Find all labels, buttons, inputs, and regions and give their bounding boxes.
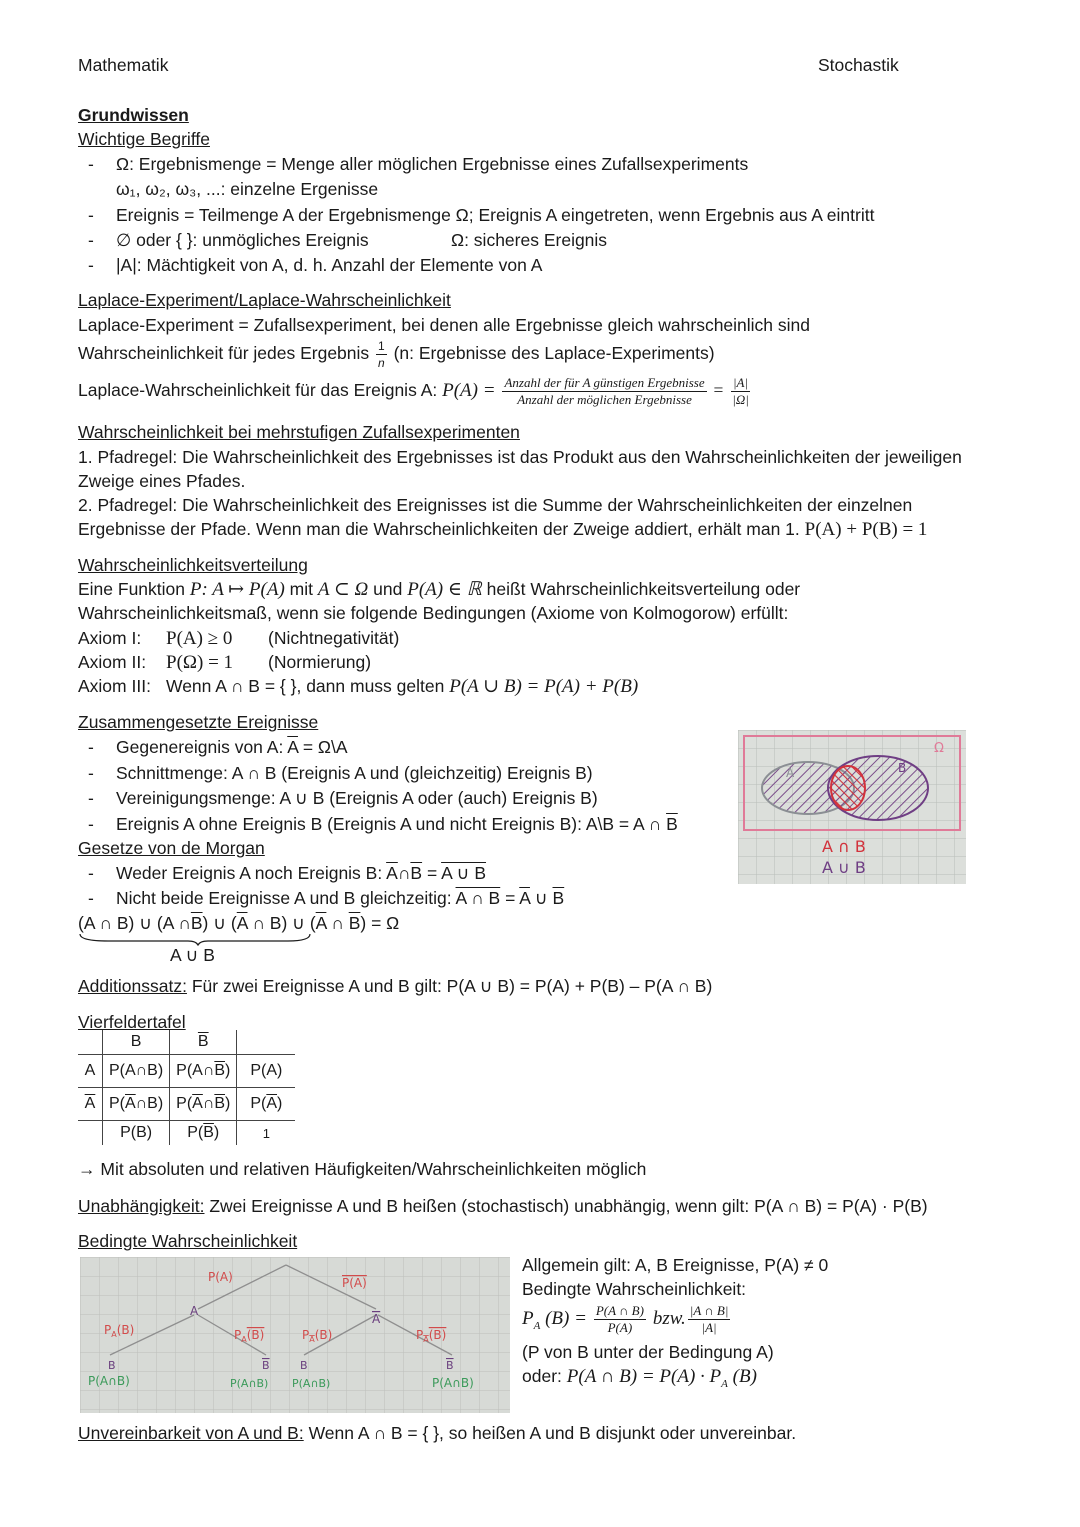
tree-node-a: A [190,1304,199,1318]
additionssatz [78,975,712,997]
venn-label-cap: A ∩ B [822,837,866,856]
unabhaengigkeit [78,1195,928,1217]
tree-leaf-b3: B [300,1359,308,1372]
union-part-3: ∩ B) ∪ ( [252,913,316,933]
tree-leaf-pab: P(A∩B) [88,1374,130,1388]
union-part-2: ) ∪ ( [202,913,237,933]
tree-diagram [80,1257,510,1413]
bedingt-r2: Bedingte Wahrscheinlichkeit: [522,1279,747,1299]
axiom-2-note: (Normierung) [268,652,372,672]
morgan-2-a-bar: $\overline{A}$ [519,888,530,908]
item-sicher: Ω: sicheres Ereignis [451,230,608,250]
venn-label-a: A [786,766,795,780]
tree-leaf-panb: P(A∩B) [230,1377,269,1390]
tree-leaf-b1: B [108,1359,116,1372]
intersection-region [831,766,865,810]
section-title-morgan: Gesetze von de Morgan [78,838,265,858]
tree-leaf-b2: B [262,1359,270,1372]
differenz-b-bar: $\overline{B}$ [666,814,678,834]
verteilung-line1 [78,578,800,601]
morgan-law-1 [116,862,486,884]
morgan-1-cap: ∩ [397,863,411,883]
laplace-line1: Laplace-Experiment = Zufallsexperiment, bei denen alle Ergebnisse gleich wahrscheinlich sind [78,315,811,335]
header-left: Mathematik [78,55,169,75]
unvereinbarkeit-text: Wenn A ∩ B = { }, so heißen A und B disjunkt oder unvereinbar. [308,1423,797,1443]
vf-head-b: B [103,1030,170,1055]
laplace-line2-note: (n: Ergebnisse des Laplace-Experiments) [393,343,715,363]
gegenereignis-def: = Ω\A [302,737,348,757]
unvereinbarkeit-title: Unvereinbarkeit von A und B: [78,1423,304,1443]
bedingt-r5 [522,1365,757,1395]
pfadregel-1-line2: Zweige eines Pfades. [78,471,246,491]
union-bar-2: $\overline{A}$ [236,913,248,933]
equals-sign: = [713,380,724,400]
item-ergebnisse: ω₁, ω₂, ω₃, ...: einzelne Ergenisse [116,179,379,199]
laplace-line2-text: Wahrscheinlichkeit für jedes Ergebnis [78,343,370,363]
verteilung-text-c: und [373,579,403,599]
brace-label: A ∪ B [170,945,215,965]
pfadregel-2-formula: P(A) + P(B) = 1 [804,519,928,540]
tree-leaf-b4: B [446,1359,454,1372]
tree-label-pnab2: $P_A(B)$ [416,1328,447,1344]
section-title-mehrstufig: Wahrscheinlichkeit bei mehrstufigen Zufallsexperimenten [78,422,520,442]
vf-cell-anb: $P(A\cap\overline{B})$ [170,1055,237,1088]
union-bar-1: $\overline{B}$ [190,913,203,933]
header-right: Stochastik [818,55,899,75]
bedingt-r4: (P von B unter der Bedingung A) [522,1342,774,1362]
section-title-verteilung: Wahrscheinlichkeitsverteilung [78,555,308,575]
unvereinbarkeit [78,1422,796,1444]
axiom-3-label: Axiom III: [78,676,151,696]
vf-cell-nab: $P(\overline{A}\cap B)$ [103,1088,170,1121]
tree-label-pa: P(A) [208,1270,233,1284]
pfadregel-2-line1: 2. Pfadregel: Die Wahrscheinlichkeit des Ereignisses ist die Summe der Wahrscheinlichkeiten der einzelnen [78,495,913,515]
axiom-3-formula: P(A ∪ B) = P(A) + P(B) [449,676,639,697]
item-unmoeglich: - ∅ oder { }: unmögliches Ereignis [116,229,369,251]
bedingt-r3-eq: (B) = [545,1308,587,1329]
axiom-2 [78,651,371,674]
section-title-vierfeld: Vierfeldertafel [78,1012,186,1032]
laplace-line3-text: Laplace-Wahrscheinlichkeit für das Ereignis A: [78,380,438,400]
axiom-1-note: (Nichtnegativität) [268,628,400,648]
tree-leaf-pnanb: P(A∩B) [432,1376,474,1390]
axiom-1 [78,627,399,650]
section-title-laplace: Laplace-Experiment/Laplace-Wahrscheinlichkeit [78,290,451,310]
morgan-2-cup: ∪ [534,888,548,908]
vf-row-na: $\overline{A}$ [84,1095,96,1112]
verteilung-formula-3: P(A) ∈ ℝ [407,579,482,600]
additionssatz-title: Additionssatz: [78,976,187,996]
pfadregel-1-line1: 1. Pfadregel: Die Wahrscheinlichkeit des Ergebnisses ist das Produkt aus den Wahrscheinlichkeiten der jeweiligen [78,447,962,467]
tree-label-pna: P(A) [342,1276,367,1290]
morgan-1-eq: = [426,863,438,883]
venn-label-cup: A ∪ B [822,858,866,877]
item-ereignis: - Ereignis = Teilmenge A der Ergebnismenge Ω; Ereignis A eingetreten, wenn Ergebnis aus A eintritt [116,204,874,226]
item-differenz [116,813,678,835]
union-bar-3: $\overline{A}$ [315,913,327,933]
bedingt-r5-sub: A [721,1377,728,1390]
section-title-zusammen: Zusammengesetzte Ereignisse [78,712,319,732]
bedingt-p-sub: A [533,1319,541,1332]
fraction-bedingt: $\frac{P(A \cap B)}{P(A)}$ [595,1302,644,1335]
differenz-text: Ereignis A ohne Ereignis B (Ereignis A und nicht Ereignis B): A\B = A ∩ [116,814,662,834]
bedingt-p: P [522,1308,534,1329]
morgan-2-eq: = [505,888,516,908]
morgan-1-b-bar: $\overline{B}$ [410,863,423,883]
bedingt-oder: oder: [522,1366,562,1386]
vierfeldertafel-table [78,1030,295,1145]
morgan-2-text: Nicht beide Ereignisse A und B gleichzeitig: [116,888,452,908]
verteilung-text-b: mit [289,579,313,599]
tree-label-pab: $P_A(B)$ [104,1323,135,1339]
item-ergebnismenge: - Ω: Ergebnismenge = Menge aller möglichen Ergebnisse eines Zufallsexperiments [116,153,748,175]
axiom-2-formula: P(Ω) = 1 [166,652,234,673]
vf-row-a: A [84,1062,96,1079]
vf-cell-total: 1 [237,1121,296,1146]
item-schnitt: - Schnittmenge: A ∩ B (Ereignis A und (gleichzeitig) Ereignis B) [116,762,593,784]
union-part-5: ) = Ω [360,913,400,933]
venn-label-omega: Ω [934,741,944,756]
bedingt-r5-formula: P(A ∩ B) = P(A) · P [566,1366,722,1387]
vf-cell-pa: P(A) [237,1055,296,1088]
axiom-3 [78,675,638,698]
axiom-1-formula: P(A) ≥ 0 [166,628,233,649]
bedingt-r3 [522,1298,732,1346]
fraction-bedingt-abs: $\frac{|A \cap B|}{|A|}$ [689,1302,729,1335]
verteilung-line2: Wahrscheinlichkeitsmaß, wenn sie folgende Bedingungen (Axiome von Kolmogorow) erfüllt: [78,603,789,623]
vierfeld-note: → Mit absoluten und relativen Häufigkeiten/Wahrscheinlichkeiten möglich [78,1159,647,1179]
tree-leaf-pnab: P(A∩B) [292,1377,331,1390]
additionssatz-text: Für zwei Ereignisse A und B gilt: P(A ∪ B) = P(A) + P(B) – P(A ∩ B) [191,976,713,996]
vf-cell-nanb: $P(\overline{A}\cap\overline{B})$ [170,1088,237,1121]
item-gegenereignis [116,736,348,758]
fraction-1-over-n: $\frac{1}{n}$ [378,338,385,370]
bedingt-r1: Allgemein gilt: A, B Ereignisse, P(A) ≠ 0 [522,1255,829,1275]
vf-cell-pnb: $P(\overline{B})$ [170,1121,237,1146]
venn-label-b: B [898,761,907,775]
gegenereignis-text: Gegenereignis von A: [116,737,284,757]
laplace-line2 [78,336,715,371]
morgan-2-cap-bar: A ∩ B [455,888,501,908]
venn-diagram-photo [738,730,966,884]
item-maechtigkeit: - |A|: Mächtigkeit von A, d. h. Anzahl der Elemente von A [116,254,542,276]
verteilung-formula-1: P: A ↦ P(A) [189,579,285,600]
pfadregel-2-text: Ergebnisse der Pfade. Wenn man die Wahrscheinlichkeiten der Zweige addiert, erhält man 1. [78,519,800,539]
laplace-line3 [78,370,753,411]
fraction-anzahl: $\frac{\text{Anzahl der für A günstigen Ergebnisse}}{\text{Anzahl der möglichen Ergebnisse}}$ [504,374,705,407]
verteilung-formula-2: A ⊂ Ω [317,579,369,600]
axiom-3-text: Wenn A ∩ B = { }, dann muss gelten [166,676,445,696]
fraction-abs: $\frac{|A|}{|\Omega|}$ [732,374,749,407]
morgan-2-b-bar: $\overline{B}$ [552,888,565,908]
union-part-1: (A ∩ B) ∪ (A ∩ [78,913,191,933]
unabhaengigkeit-title: Unabhängigkeit: [78,1196,205,1216]
gegenereignis-a-bar: $\overline{A}$ [287,737,298,757]
union-part-4: ∩ [331,913,344,933]
morgan-1-text: Weder Ereignis A noch Ereignis B: [116,863,383,883]
subtitle-begriffe: Wichtige Begriffe [78,129,210,149]
venn-diagram [738,730,966,884]
vf-cell-pb: P(B) [103,1121,170,1146]
vf-head-nb: $\overline{B}$ [170,1030,237,1055]
pfadregel-2-line2 [78,518,927,541]
tree-label-pab2: $P_A(B)$ [234,1328,265,1344]
vf-cell-pna: $P(\overline{A})$ [237,1088,296,1121]
axiom-2-label: Axiom II: [78,652,147,672]
bedingt-bzw: bzw. [652,1308,686,1329]
tree-node-na: A [372,1312,381,1326]
tree-diagram-photo [80,1257,510,1413]
union-partition [78,912,399,934]
morgan-law-2 [116,887,564,909]
verteilung-text-d: heißt Wahrscheinlichkeitsverteilung oder [486,579,801,599]
union-bar-4: $\overline{B}$ [348,913,361,933]
tree-label-pnab: $P_A(B)$ [302,1328,333,1344]
section-title-bedingt: Bedingte Wahrscheinlichkeit [78,1231,298,1251]
item-vereinigung: - Vereinigungsmenge: A ∪ B (Ereignis A oder (auch) Ereignis B) [116,787,598,809]
vf-cell-ab: P(A∩B) [103,1055,170,1088]
axiom-1-label: Axiom I: [78,628,142,648]
unabhaengigkeit-text: Zwei Ereignisse A und B heißen (stochastisch) unabhängig, wenn gilt: P(A ∩ B) = P(A) · P(B) [209,1196,928,1216]
laplace-formula: P(A) = [442,380,496,401]
section-title-grundwissen: Grundwissen [78,105,189,125]
verteilung-text-a: Eine Funktion [78,579,186,599]
morgan-1-a-bar: $\overline{A}$ [386,863,398,883]
morgan-1-union-bar: A ∪ B [441,863,487,883]
bedingt-r5-end: (B) [732,1366,757,1387]
